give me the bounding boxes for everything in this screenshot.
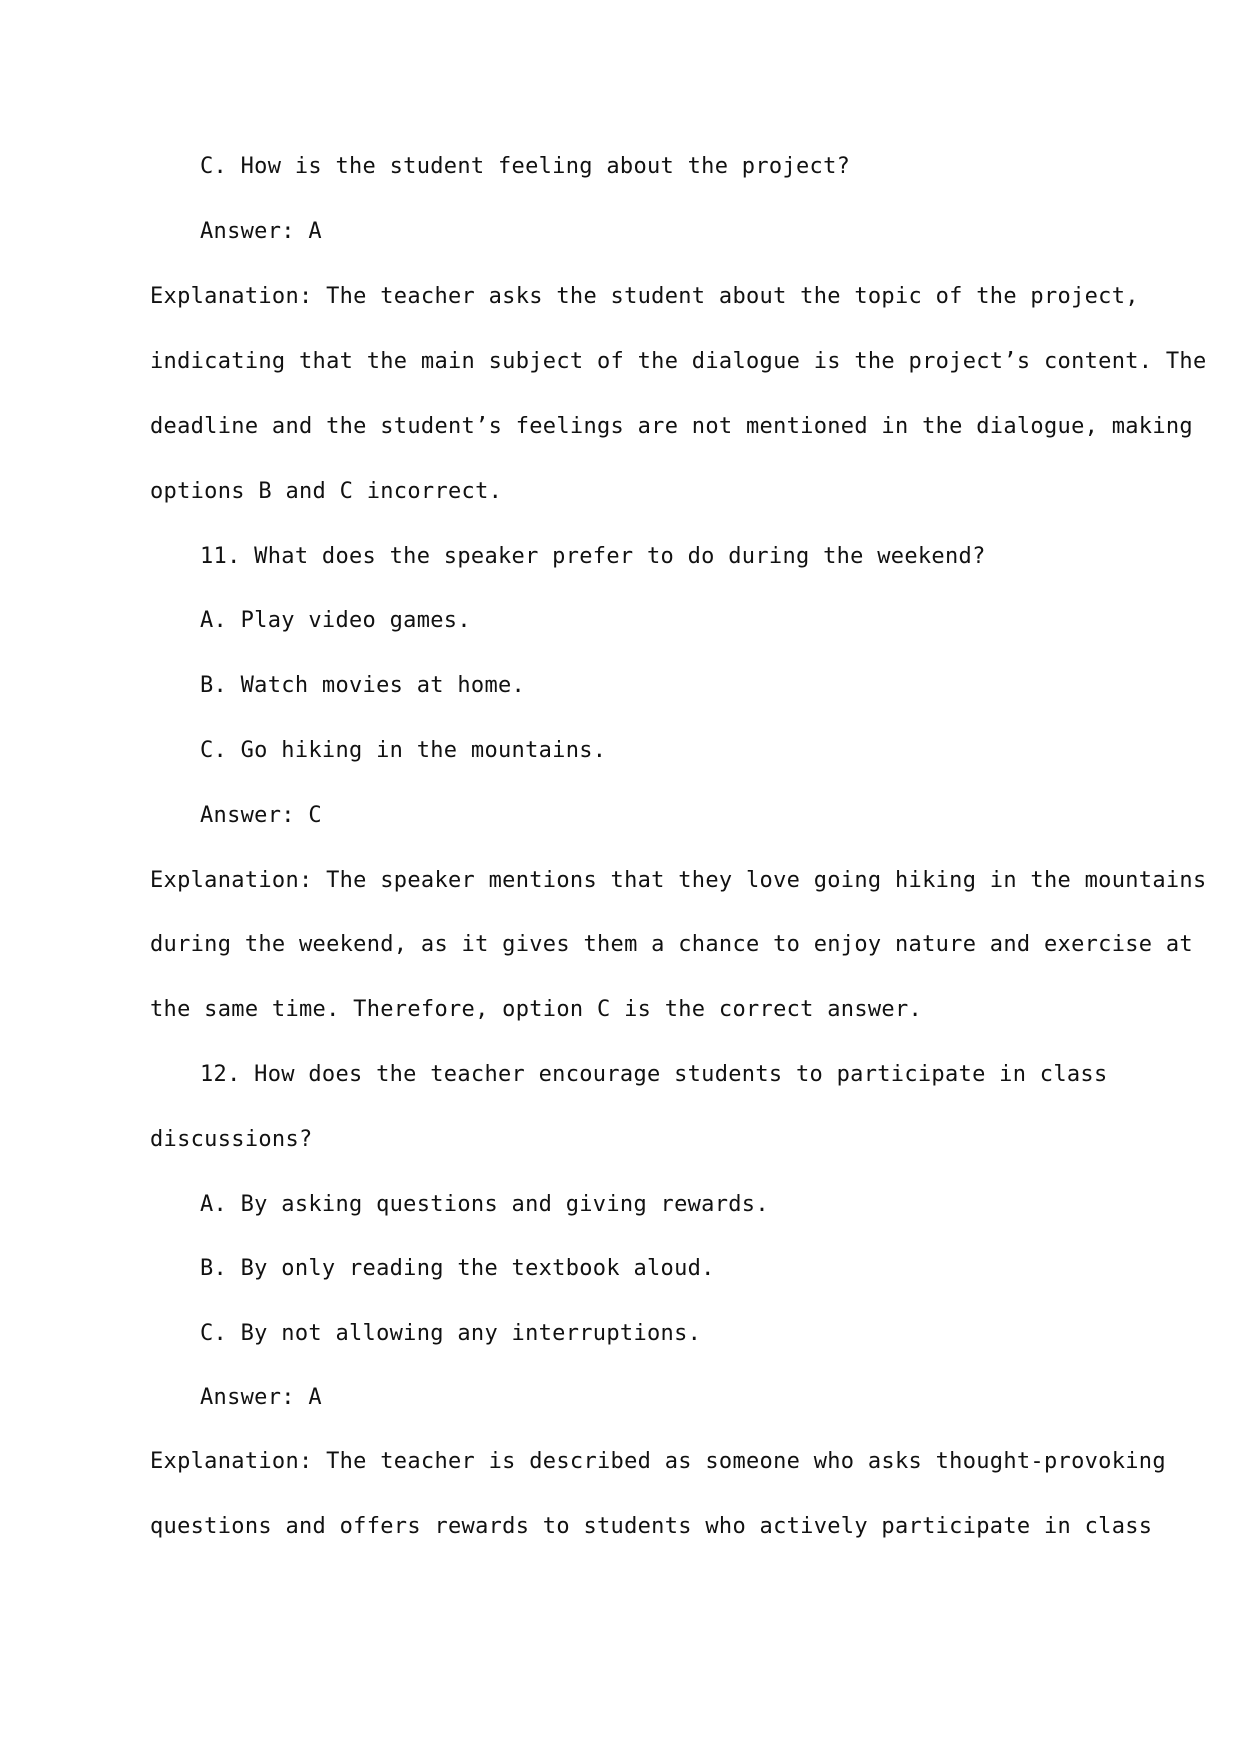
- q11-option-c: C. Go hiking in the mountains.: [200, 738, 607, 763]
- q12-answer: Answer: A: [200, 1385, 322, 1410]
- q12-question-line-2: discussions?: [150, 1127, 313, 1152]
- q10-explanation-line-3: deadline and the student’s feelings are not mentioned in the dialogue, making: [150, 414, 1193, 439]
- q12-explanation-line-2: questions and offers rewards to students who actively participate in class: [150, 1514, 1153, 1539]
- q11-option-a: A. Play video games.: [200, 608, 471, 633]
- q10-option-c: C. How is the student feeling about the project?: [200, 154, 851, 179]
- q12-option-a: A. By asking questions and giving rewards.: [200, 1192, 769, 1217]
- q12-explanation-line-1: Explanation: The teacher is described as someone who asks thought-provoking: [150, 1449, 1166, 1474]
- q11-question: 11. What does the speaker prefer to do during the weekend?: [200, 544, 986, 569]
- q12-question-line-1: 12. How does the teacher encourage students to participate in class: [200, 1062, 1108, 1087]
- q11-option-b: B. Watch movies at home.: [200, 673, 526, 698]
- q11-explanation-line-3: the same time. Therefore, option C is the correct answer.: [150, 997, 923, 1022]
- q11-explanation-line-1: Explanation: The speaker mentions that they love going hiking in the mountains: [150, 868, 1207, 893]
- q11-answer: Answer: C: [200, 803, 322, 828]
- q10-explanation-line-1: Explanation: The teacher asks the student about the topic of the project,: [150, 284, 1139, 309]
- q10-explanation-line-4: options B and C incorrect.: [150, 479, 503, 504]
- q12-option-b: B. By only reading the textbook aloud.: [200, 1256, 715, 1281]
- q10-answer: Answer: A: [200, 219, 322, 244]
- q10-explanation-line-2: indicating that the main subject of the dialogue is the project’s content. The: [150, 349, 1207, 374]
- q12-option-c: C. By not allowing any interruptions.: [200, 1321, 702, 1346]
- q11-explanation-line-2: during the weekend, as it gives them a chance to enjoy nature and exercise at: [150, 932, 1193, 957]
